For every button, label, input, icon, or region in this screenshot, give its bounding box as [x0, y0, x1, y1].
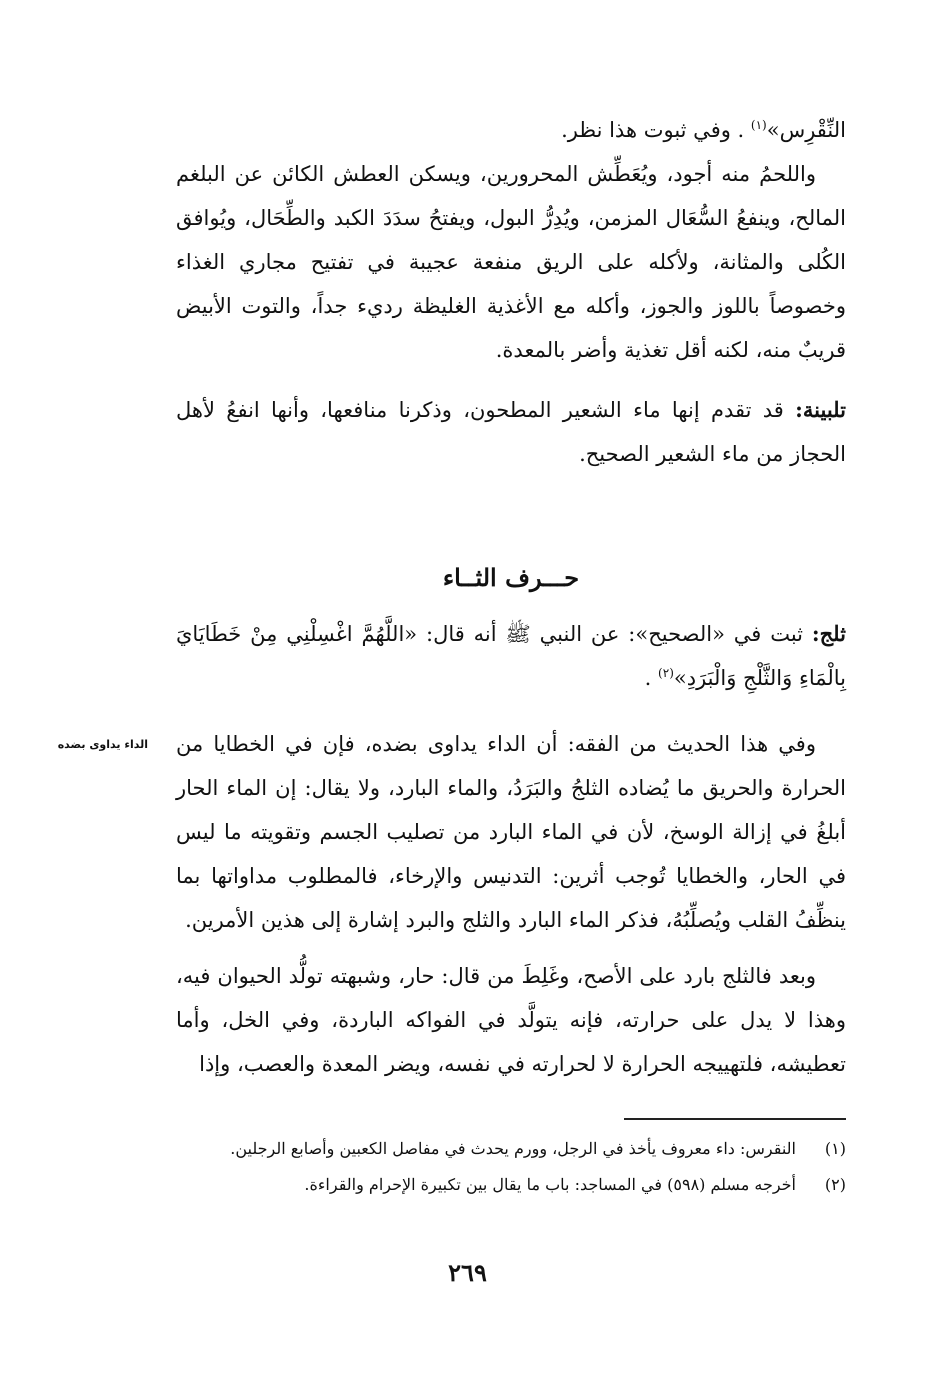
footnote-separator	[624, 1118, 846, 1120]
page-number: ٢٦٩	[448, 1258, 487, 1287]
entry-block	[176, 612, 846, 700]
footnote-text: النقرس: داء معروف يأخذ في الرجل، وورم يحدث في مفاصل الكعبين وأصابع الرجلين.	[230, 1139, 796, 1158]
entry-term-talbina: تلبينة:	[795, 397, 846, 422]
paragraph-tail: . وفي ثبوت هذا نظر.	[561, 118, 745, 142]
footnote-number: (٢)	[824, 1175, 846, 1194]
entry-thalj	[176, 612, 846, 700]
footnote-ref-2[interactable]: (٢)	[658, 666, 674, 680]
entry-term-thalj: ثلج:	[811, 621, 846, 646]
paragraph-continuation	[176, 108, 846, 152]
footnote-ref-1[interactable]: (١)	[750, 118, 767, 132]
paragraph-meat: واللحمُ منه أجود، ويُعَطِّش المحرورين، ويسكن العطش الكائن عن البلغم المالح، وينفعُ السُّعَال المزمن، ويُدِرُّ البول، ويفتحُ سدَدَ الكبد والطِّحَال، ويُوافق الكُلى والمثانة، ولأكله على الريق منفعة عجيبة في تفتيح مجاري الغذاء وخصوصاً باللوز والجوز، وأكله مع الأغذية الغليظة رديء جداً، والتوت الأبيض قريبٌ منه، لكنه أقل تغذية وأضر بالمعدة.	[176, 162, 846, 362]
footnotes	[176, 1134, 846, 1206]
paragraph-text: النِّقْرِس»	[766, 118, 846, 142]
entry-tail: .	[644, 666, 652, 690]
section-heading: حـــرف الثــاء	[442, 563, 580, 592]
bottom-text-block	[176, 722, 846, 1086]
paragraph-text: قد تقدم إنها ماء الشعير المطحون، وذكرنا منافعها، وأنها انفعُ لأهل الحجاز من ماء الشعير الصحيح.	[176, 398, 846, 466]
paragraph-snow: وبعد فالثلج بارد على الأصح، وغَلِطَ من قال: حار، وشبهته تولُّد الحيوان فيه، وهذا لا يدل على حرارته، فإنه يتولَّد في الفواكه الباردة، وفي الخل، وأما تعطيشه، فلتهييجه الحرارة لا لحرارته في نفسه، ويضر المعدة والعصب، وإذا	[176, 964, 846, 1076]
footnote-number: (١)	[824, 1139, 846, 1158]
paragraph-talbina	[176, 388, 846, 476]
footnote-2	[176, 1170, 846, 1200]
top-text-block	[176, 108, 846, 476]
paragraph-fiqh: وفي هذا الحديث من الفقه: أن الداء يداوى بضده، فإن في الخطايا من الحرارة والحريق ما يُضاده الثلجُ والبَرَدُ، والماء البارد، ولا يقال: إن الماء الحار أبلغُ في إزالة الوسخ، لأن في الماء البارد من تصليب الجسم وتقويته ما ليس في الحار، والخطايا تُوجب أثرين: التدنيس والإرخاء، فالمطلوب مداواتها بما ينظِّفُ القلب ويُصلِّبُهُ، فذكر الماء البارد والثلج والبرد إشارة إلى هذين الأمرين.	[176, 732, 846, 932]
entry-text: ثبت في «الصحيح»: عن النبي ﷺ أنه قال: «اللَّهُمَّ اغْسِلْنِي مِنْ خَطَايَايَ بِالْمَاءِ وَالثَّلْجِ وَالْبَرَدِ»	[176, 622, 846, 690]
footnote-text: أخرجه مسلم (٥٩٨) في المساجد: باب ما يقال بين تكبيرة الإحرام والقراءة.	[304, 1175, 796, 1194]
footnote-1	[176, 1134, 846, 1164]
margin-note: الداء يداوى بضده	[57, 738, 148, 751]
